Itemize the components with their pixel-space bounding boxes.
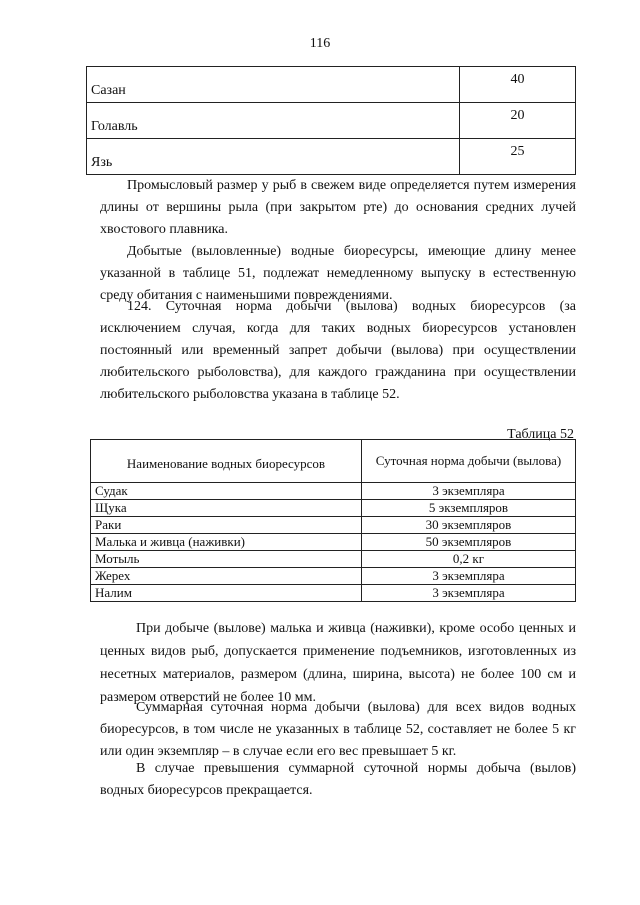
fish-size-cell: 25 bbox=[460, 139, 576, 175]
paragraph-exceeding-norm: В случае превышения суммарной суточной нормы добыча (вылов) водных биоресурсов прекращается. bbox=[100, 761, 576, 798]
table-row bbox=[91, 551, 576, 568]
table-caption: Таблица 52 bbox=[507, 427, 574, 442]
fish-size-table-continuation bbox=[86, 66, 576, 175]
header-daily-norm: Суточная норма добычи (вылова) bbox=[362, 440, 576, 483]
table-row bbox=[87, 103, 576, 139]
daily-norm-cell: 30 экземпляров bbox=[362, 517, 576, 534]
resource-name-cell: Щука bbox=[91, 500, 362, 517]
resource-name-cell: Мотыль bbox=[91, 551, 362, 568]
daily-norm-cell: 3 экземпляра bbox=[362, 568, 576, 585]
table-row bbox=[91, 534, 576, 551]
paragraph-release-undersized: Добытые (выловленные) водные биоресурсы, имеющие длину менее указанной в таблице 51, подлежат немедленному выпуску в естественную среду обитания с наименьшими повреждениями. bbox=[100, 244, 576, 303]
page-number: 116 bbox=[309, 36, 331, 51]
resource-name-cell: Судак bbox=[91, 483, 362, 500]
table-row bbox=[91, 585, 576, 602]
daily-norm-cell: 50 экземпляров bbox=[362, 534, 576, 551]
fish-name-cell: Язь bbox=[87, 139, 460, 175]
table-row bbox=[91, 500, 576, 517]
daily-norm-cell: 5 экземпляров bbox=[362, 500, 576, 517]
daily-norm-cell: 3 экземпляра bbox=[362, 483, 576, 500]
fish-name-cell: Сазан bbox=[87, 67, 460, 103]
fish-size-cell: 40 bbox=[460, 67, 576, 103]
fish-size-cell: 20 bbox=[460, 103, 576, 139]
paragraph-daily-norm: 124. Суточная норма добычи (вылова) водных биоресурсов (за исключением случая, когда для таких водных биоресурсов установлен постоянный или временный запрет добычи (вылова) при осуществлении любительского рыболовства), для каждого гражданина при осуществлении любительского рыболовства указана в таблице 52. bbox=[100, 299, 576, 402]
daily-norm-cell: 0,2 кг bbox=[362, 551, 576, 568]
table-header-row bbox=[91, 440, 576, 483]
table-row bbox=[87, 139, 576, 175]
resource-name-cell: Раки bbox=[91, 517, 362, 534]
resource-name-cell: Жерех bbox=[91, 568, 362, 585]
table-row bbox=[91, 568, 576, 585]
table-row bbox=[91, 517, 576, 534]
fish-name-cell: Голавль bbox=[87, 103, 460, 139]
header-resource-name: Наименование водных биоресурсов bbox=[91, 440, 362, 483]
resource-name-cell: Малька и живца (наживки) bbox=[91, 534, 362, 551]
resource-name-cell: Налим bbox=[91, 585, 362, 602]
table-row bbox=[91, 483, 576, 500]
paragraph-bait-lifting-nets: При добыче (вылове) малька и живца (наживки), кроме особо ценных и ценных видов рыб, допускается применение подъемников, изготовленных из несетных материалов, размером (длина, ширина, высота) не более 100 см и размером отверстий не более 10 мм. bbox=[100, 621, 576, 705]
table-row bbox=[87, 67, 576, 103]
daily-norm-table bbox=[90, 439, 576, 602]
paragraph-total-daily-norm: Суммарная суточная норма добычи (вылова) для всех видов водных биоресурсов, в том числе не указанных в таблице 52, составляет не более 5 кг или один экземпляр – в случае если его вес превышает 5 кг. bbox=[100, 700, 576, 759]
paragraph-size-measurement: Промысловый размер у рыб в свежем виде определяется путем измерения длины от вершины рыла (при закрытом рте) до основания средних лучей хвостового плавника. bbox=[100, 178, 576, 237]
daily-norm-cell: 3 экземпляра bbox=[362, 585, 576, 602]
